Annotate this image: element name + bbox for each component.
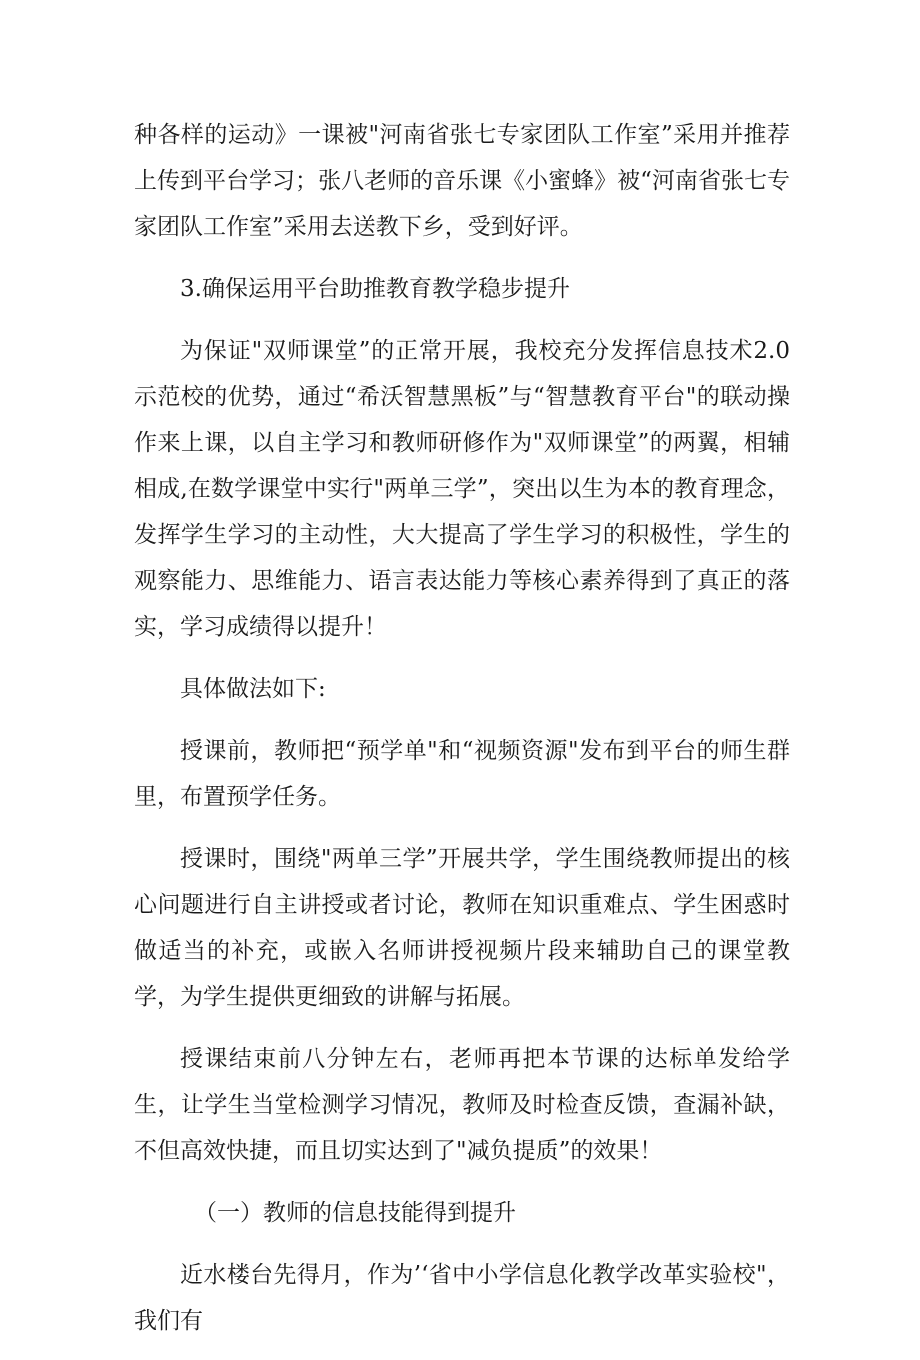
paragraph-during-class: 授课时，围绕"两单三学”开展共学，学生围绕教师提出的核心问题进行自主讲授或者讨论，教师在知识重难点、学生困惑时做适当的补充，或嵌入名师讲授视频片段来辅助自己的课堂教学，为学生提供更细致的讲解与拓展。 xyxy=(134,846,790,1010)
paragraph-end-of-class: 授课结束前八分钟左右，老师再把本节课的达标单发给学生，让学生当堂检测学习情况，教师及时检查反馈，查漏补缺，不但高效快捷，而且切实达到了"减负提质”的效果！ xyxy=(134,1046,790,1164)
paragraph-experiment-school: 近水楼台先得月，作为’‘省中小学信息化教学改革实验校"，我们有 xyxy=(134,1262,790,1334)
section-heading-3: 3.确保运用平台助推教育教学稳步提升 xyxy=(180,276,570,302)
paragraph-double-teacher-class: 为保证"双师课堂”的正常开展，我校充分发挥信息技术2.0示范校的优势，通过“希沃智慧黑板”与“智慧教育平台"的联动操作来上课，以自主学习和教师研修作为"双师课堂”的两翼，相辅相成,在数学课堂中实行"两单三学”，突出以生为本的教育理念，发挥学生学习的主动性，大大提高了学生学习的积极性，学生的观察能力、思维能力、语言表达能力等核心素养得到了真正的落实，学习成绩得以提升！ xyxy=(134,338,790,640)
document-body xyxy=(134,112,790,1360)
paragraph-continuation: 种各样的运动》一课被"河南省张七专家团队工作室”采用并推荐上传到平台学习；张八老师的音乐课《小蜜蜂》被“河南省张七专家团队工作室”采用去送教下乡，受到好评。 xyxy=(134,122,790,240)
paragraph-before-class: 授课前，教师把“预学单"和“视频资源"发布到平台的师生群里，布置预学任务。 xyxy=(134,738,790,810)
paragraph-method-intro: 具体做法如下: xyxy=(180,676,326,702)
subsection-heading-1: （一）教师的信息技能得到提升 xyxy=(194,1200,516,1226)
